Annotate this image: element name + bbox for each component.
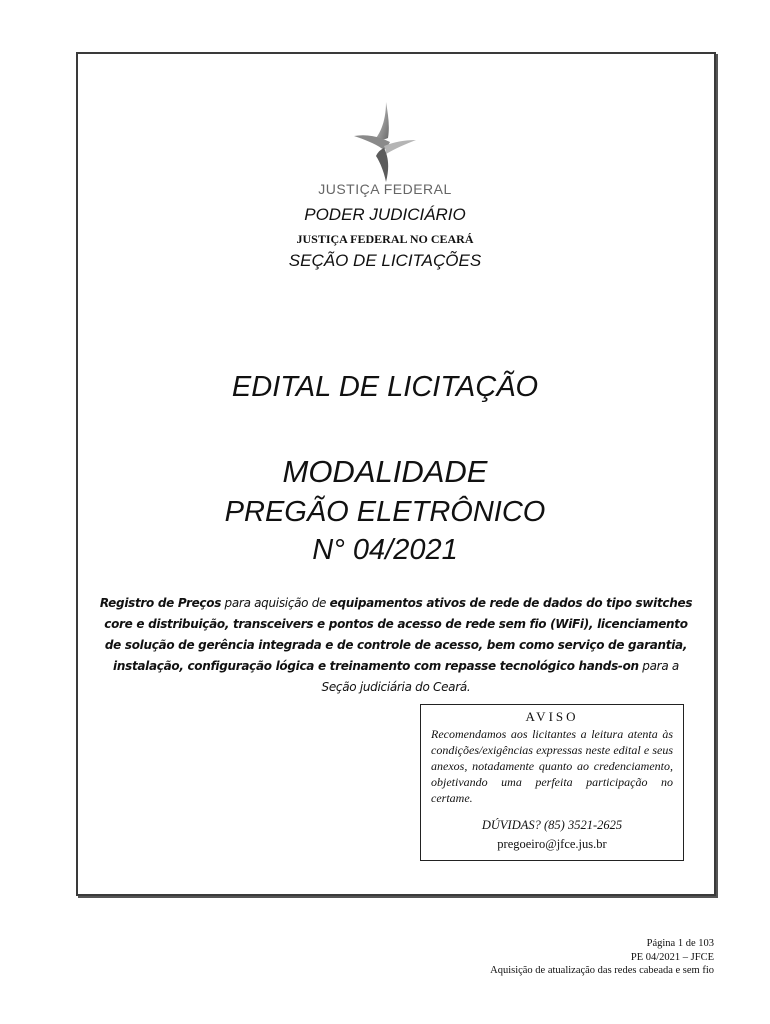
registro-precos-text: Registro de Preços <box>99 596 222 610</box>
desc-connector-text: para aquisição de <box>221 596 330 610</box>
object-description <box>96 593 696 698</box>
justica-federal-logo-icon <box>350 100 420 184</box>
pregao-title: PREGÃO ELETRÔNICO <box>224 496 546 528</box>
edital-title: EDITAL DE LICITAÇÃO <box>231 371 539 403</box>
secao-licitacoes-heading: SEÇÃO DE LICITAÇÕES <box>288 251 482 270</box>
aviso-body: Recomendamos aos licitantes a leitura atenta às condições/exigências expressas neste edital e seus anexos, notadamente quanto ao credenciamento, objetivando uma perfeita participação no certame. <box>431 727 673 805</box>
aviso-title: AVISO <box>525 709 579 724</box>
poder-judiciario-heading: PODER JUDICIÁRIO <box>304 205 466 224</box>
jfce-heading: JUSTIÇA FEDERAL NO CEARÁ <box>296 232 474 246</box>
page-footer <box>490 937 714 978</box>
logo-caption: JUSTIÇA FEDERAL <box>318 181 452 197</box>
desc-destination-text: para a Seção judiciária do Ceará. <box>321 659 679 694</box>
aviso-phone: DÚVIDAS? (85) 3521-2625 <box>481 818 623 832</box>
document-reference: PE 04/2021 – JFCE <box>630 951 714 963</box>
aviso-email: pregoeiro@jfce.jus.br <box>497 837 607 851</box>
object-bold-text: equipamentos ativos de rede de dados do tipo switches core e distribuição, transceivers e pontos de acesso de rede sem fio (WiFi), licenciamento de solução de gerência integrada e de controle de acesso, bem como serviço de garantia, instalação, configuração lógica e treinamento com repasse tecnológico hands-on <box>104 596 693 673</box>
document-subject: Aquisição de atualização das redes cabeada e sem fio <box>490 965 714 976</box>
page-number: Página 1 de 103 <box>646 938 714 949</box>
numero-title: N° 04/2021 <box>312 534 458 566</box>
aviso-box <box>420 704 684 861</box>
modalidade-title: MODALIDADE <box>282 454 488 489</box>
